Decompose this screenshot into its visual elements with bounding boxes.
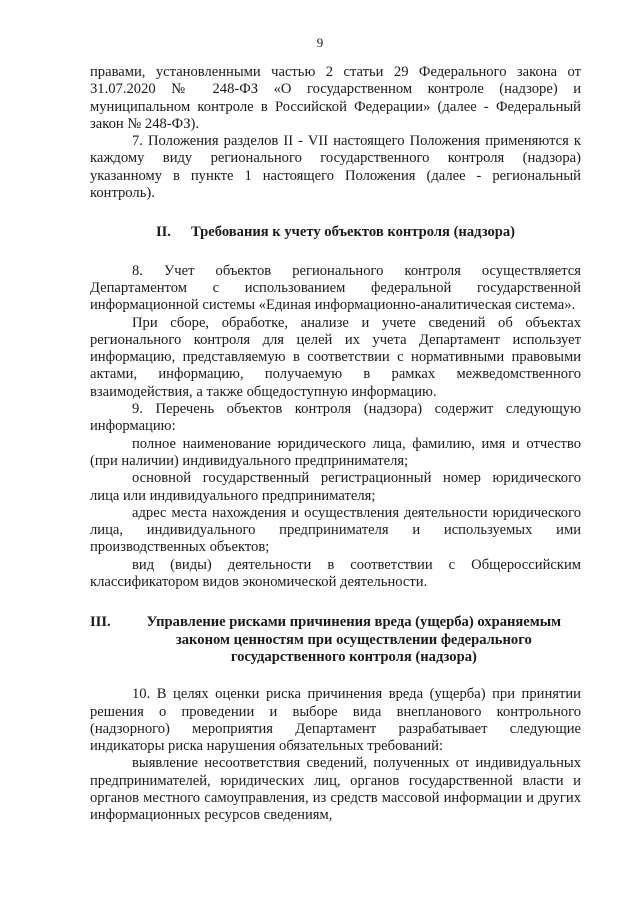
document-body	[90, 64, 581, 825]
paragraph-continuation: правами, установленными частью 2 статьи 29 Федерального закона от 31.07.2020 № 248-ФЗ «О государственном контроле (надзоре) и муниципальном контроле в Российской Федерации» (далее - Федеральный закон № 248-ФЗ).	[90, 64, 581, 132]
paragraph-7: 7. Положения разделов II - VII настоящего Положения применяются к каждому виду регионального государственного контроля (надзора) указанному в пункте 1 настоящего Положения (далее - региональный контроль).	[90, 133, 581, 202]
list-item-address: адрес места нахождения и осуществления деятельности юридического лица, индивидуального предпринимателя и используемых ими производственных объектов;	[90, 504, 581, 556]
section-2-heading	[90, 224, 581, 241]
paragraph-8-continued: При сборе, обработке, анализе и учете сведений об объектах регионального контроля для целей их учета Департамент использует информацию, представляемую в соответствии с нормативными правовыми актами, информацию, получаемую в рамках межведомственного взаимодействия, а также общедоступную информацию.	[90, 314, 581, 400]
paragraph-9: 9. Перечень объектов контроля (надзора) содержит следующую информацию:	[90, 401, 581, 435]
section-3-heading	[90, 614, 581, 666]
list-item-activity: вид (виды) деятельности в соответствии с Общероссийским классификатором видов экономической деятельности.	[90, 556, 581, 591]
list-item-ogrn: основной государственный регистрационный номер юридического лица или индивидуального предпринимателя;	[90, 470, 581, 504]
section-3-title: Управление рисками причинения вреда (ущерба) охраняемым законом ценностям при осуществлении федерального государственного контроля (надзора)	[146, 614, 562, 665]
section-2-title: Требования к учету объектов контроля (надзора)	[190, 224, 516, 241]
page-number: 9	[316, 35, 324, 50]
section-2-number: II.	[155, 224, 171, 241]
list-item-discrepancy: выявление несоответствия сведений, полученных от индивидуальных предпринимателей, юридических лиц, органов государственной власти и органов местного самоуправления, из средств массовой информации и других информационных ресурсов сведениям,	[90, 755, 581, 824]
paragraph-8: 8. Учет объектов регионального контроля осуществляется Департаментом с использованием федеральной государственной информационной системы «Единая информационно-аналитическая система».	[90, 262, 581, 314]
section-3-number: III.	[90, 614, 111, 631]
paragraph-10: 10. В целях оценки риска причинения вреда (ущерба) при принятии решения о проведении и выборе вида внепланового контрольного (надзорного) мероприятия Департамент разрабатывает следующие индикаторы риска нарушения обязательных требований:	[90, 686, 581, 755]
list-item-name: полное наименование юридического лица, фамилию, имя и отчество (при наличии) индивидуального предпринимателя;	[90, 435, 581, 469]
